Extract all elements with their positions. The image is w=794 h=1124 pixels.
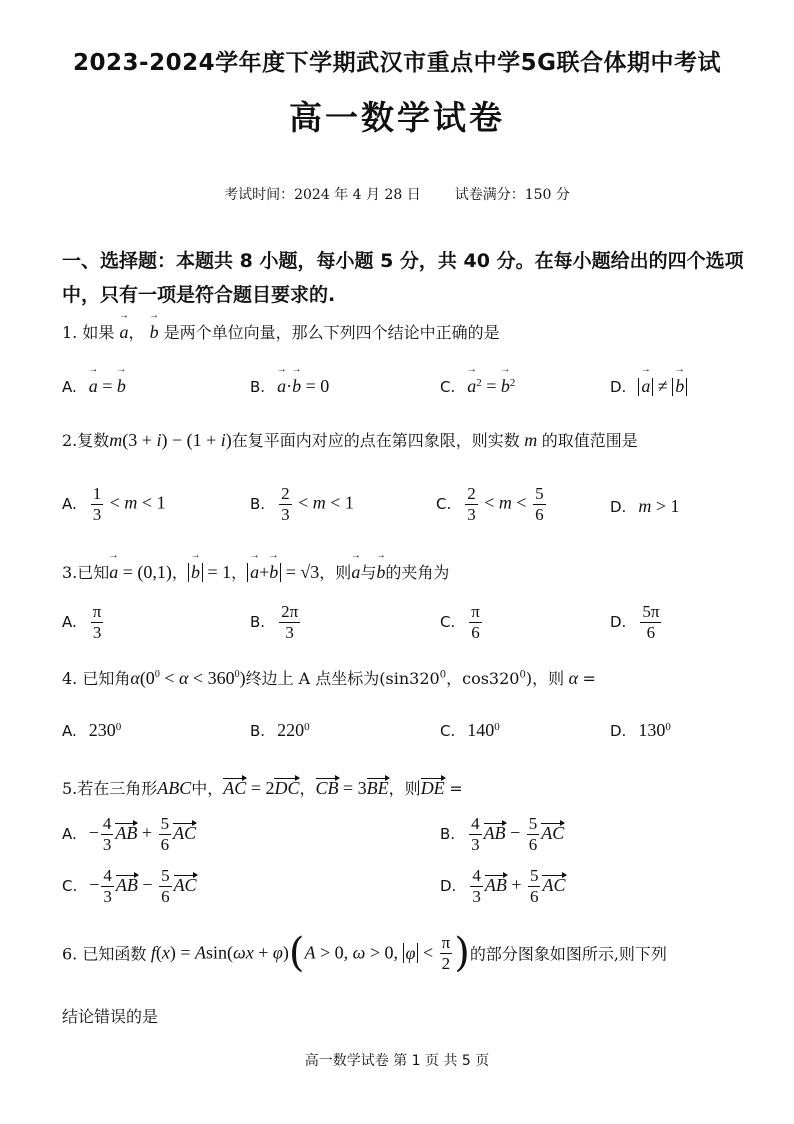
question-5-stem: 5.若在三角形ABC中，AC = 2DC，CB = 3BE，则DE = (62, 778, 463, 798)
question-6-stem-continued: 结论错误的是 (62, 1007, 159, 1026)
q4-option-c: C. $140^0$ (440, 720, 500, 740)
q1-option-b: B.→ a·→ b = 0 (250, 376, 329, 397)
question-1-stem: 1. 如果 → a， → b 是两个单位向量，那么下列四个结论中正确的是 (62, 320, 500, 343)
q1-option-a: A.→ a = → b (62, 376, 126, 397)
question-2-stem: 2.复数m(3 + i) − (1 + i)在复平面内对应的点在第四象限，则实数 m 的取值范围是 (62, 430, 638, 450)
q4-option-a: A. $230^0$ (62, 720, 122, 740)
q5-option-b: B. $\frac{4}{3}$ AB − $\frac{5}{6}$ AC (440, 814, 565, 854)
q2-option-b: B. $\frac{2}{3}$ < m < 1 (250, 484, 354, 524)
q4-option-b: B. $220^0$ (250, 720, 310, 740)
question-4-stem: 4. 已知角$\alpha(0^0 < \alpha < 360^0)$终边上 A 点坐标为($\sin 320^0$，$\cos 320^0$)，则 α = (62, 668, 596, 688)
q2-option-d: D. m > 1 (610, 496, 680, 516)
q5-option-d: D. $\frac{4}{3}$ AB + $\frac{5}{6}$ AC (440, 866, 566, 906)
q3-option-b: B. $\frac{2\pi}{3}$ (250, 602, 299, 642)
q2-option-c: C. $\frac{2}{3}$ < m < $\frac{5}{6}$ (436, 484, 544, 524)
question-3-stem: 3.已知→ a = (0,1)，→ b = 1，→ a+→ b = √3，则→ a与→ b的夹角为 (62, 560, 449, 583)
q4-option-d: D. $130^0$ (610, 720, 671, 740)
q2-option-a: A. $\frac{1}{3}$ < m < 1 (62, 484, 166, 524)
exam-meta (0, 184, 794, 204)
full-score: 试卷满分：150 分 (454, 187, 570, 203)
q5-option-c: C. − $\frac{4}{3}$ AB − $\frac{5}{6}$ AC (62, 866, 197, 906)
page-footer: 高一数学试卷 第 1 页 共 5 页 (304, 1053, 490, 1069)
q1-option-c: $C.\to a^2$ = → $b^2$ (440, 376, 515, 397)
q1-option-d: D.→ a ≠ → b (610, 376, 687, 397)
q3-option-d: D. $\frac{5\pi}{6}$ (610, 602, 660, 642)
q3-option-a: A. $\frac{\pi}{3}$ (62, 602, 102, 642)
q5-option-a: A. − $\frac{4}{3}$ AB + $\frac{5}{6}$ AC (62, 814, 197, 854)
question-6-stem: 6. 已知函数 f(x) = Asin(ωx + φ)(A > 0, ω > 0, φ < $\frac{\pi}{2}$ )的部分图象如图所示,则下列 (62, 930, 667, 976)
exam-title: 2023-2024学年度下学期武汉市重点中学5G联合体期中考试 (73, 50, 721, 76)
section-heading: 一、选择题：本题共 8 小题，每小题 5 分，共 40 分。在每小题给出的四个选项中，只有一项是符合题目要求的. (62, 250, 744, 306)
exam-subtitle: 高一数学试卷 (289, 98, 505, 137)
exam-time: 考试时间：2024 年 4 月 28 日 (224, 187, 421, 203)
q3-option-c: C. $\frac{\pi}{6}$ (440, 602, 480, 642)
